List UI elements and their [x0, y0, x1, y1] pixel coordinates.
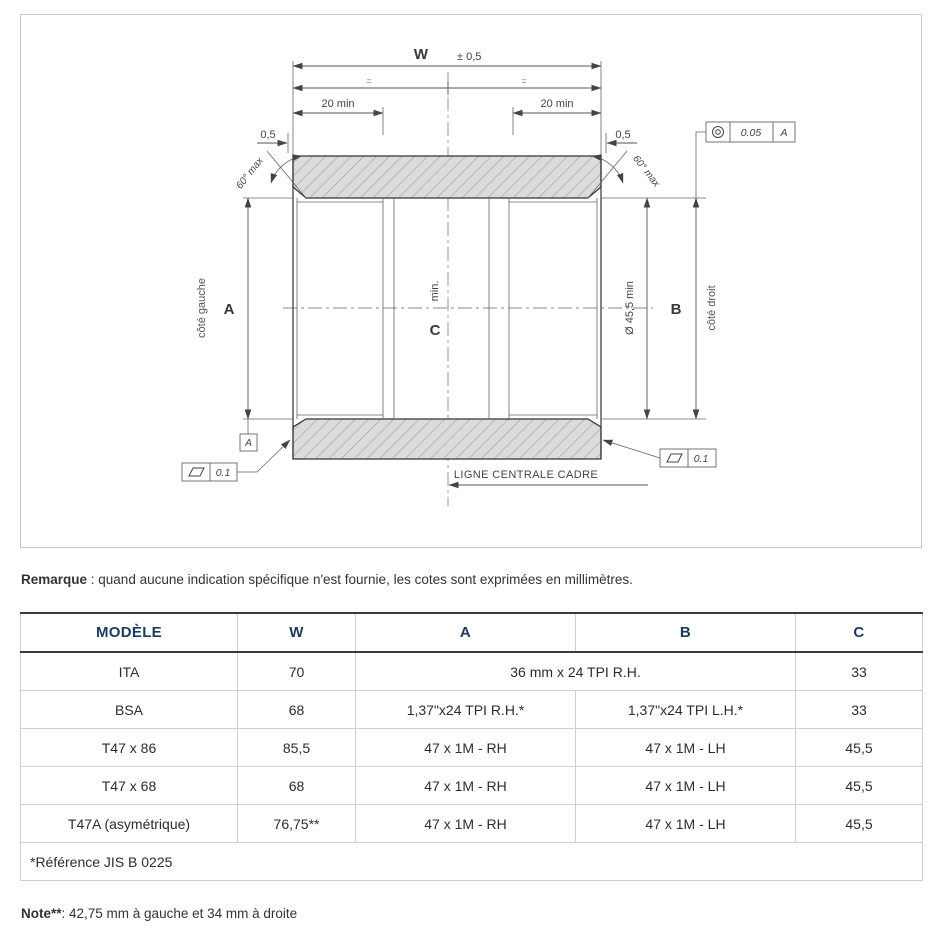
- right-chamfer-label: 0,5: [615, 129, 631, 141]
- cell-a: 47 x 1M - RH: [356, 729, 576, 767]
- w-label: W: [413, 46, 429, 63]
- dimension-bore: [601, 198, 706, 419]
- cell-b: 1,37"x24 TPI L.H.*: [576, 691, 796, 729]
- cell-model: T47A (asymétrique): [21, 805, 238, 843]
- cell-w: 70: [238, 652, 356, 691]
- dimension-c: [429, 281, 441, 339]
- table-row-t47a: [21, 805, 923, 843]
- left-chamfer-label: 0,5: [260, 129, 276, 141]
- concentricity-frame: [696, 122, 795, 198]
- cell-model: ITA: [21, 652, 238, 691]
- cell-c: 45,5: [796, 805, 923, 843]
- frame-centerline-callout: [449, 469, 648, 485]
- dimension-equal-halves: [293, 76, 601, 95]
- b-label: B: [670, 301, 682, 318]
- left-20min-label: 20 min: [321, 98, 355, 110]
- left-angle-label: 60° max: [234, 155, 266, 192]
- note-text: Note**: 42,75 mm à gauche et 34 mm à droite: [21, 905, 298, 921]
- bottom-bracket-shell-drawing: [21, 15, 921, 547]
- right-angle-label: 60° max: [630, 153, 662, 190]
- cell-a: 47 x 1M - RH: [356, 767, 576, 805]
- datum-a: [240, 419, 257, 451]
- table-footnote: *Référence JIS B 0225: [21, 843, 923, 881]
- dimension-b: [671, 198, 718, 419]
- cell-w: 85,5: [238, 729, 356, 767]
- top-wall-hatch: [293, 156, 601, 198]
- cell-model: T47 x 86: [21, 729, 238, 767]
- cell-a: 1,37"x24 TPI R.H.*: [356, 691, 576, 729]
- cell-b: 47 x 1M - LH: [576, 767, 796, 805]
- header-b: B: [576, 613, 796, 652]
- c-label: C: [429, 322, 441, 339]
- cell-c: 33: [796, 691, 923, 729]
- dimension-a: [196, 198, 293, 419]
- equal-mark-left: =: [366, 76, 372, 86]
- table-header-row: [21, 613, 923, 652]
- side-right-label: côté droit: [706, 285, 718, 331]
- cell-w: 68: [238, 767, 356, 805]
- flatness-frame-right: [603, 440, 716, 467]
- header-modele: MODÈLE: [21, 613, 238, 652]
- w-tolerance: ± 0,5: [457, 51, 482, 63]
- table-footer-row: [21, 843, 923, 881]
- note-label: Note**: [21, 905, 62, 921]
- table-row-bsa: [21, 691, 923, 729]
- cell-model: T47 x 68: [21, 767, 238, 805]
- dimension-chamfer-right: [606, 129, 637, 153]
- drawing-panel: [20, 14, 922, 548]
- cell-b: 47 x 1M - LH: [576, 805, 796, 843]
- cell-w: 76,75**: [238, 805, 356, 843]
- spec-table: [20, 612, 923, 881]
- c-min-label: min.: [429, 280, 441, 302]
- cell-b: 47 x 1M - LH: [576, 729, 796, 767]
- flatness-right-value: 0.1: [693, 453, 709, 465]
- dimension-20min-left: [293, 98, 383, 135]
- remark-text: Remarque : quand aucune indication spécifique n'est fournie, les cotes sont exprimées en millimètres.: [21, 571, 633, 587]
- cell-model: BSA: [21, 691, 238, 729]
- cell-c: 33: [796, 652, 923, 691]
- concentricity-value: 0.05: [740, 127, 762, 139]
- cell-c: 45,5: [796, 767, 923, 805]
- frame-centerline-label: LIGNE CENTRALE CADRE: [453, 469, 599, 481]
- side-left-label: côté gauche: [196, 278, 208, 338]
- thread-lines: [297, 198, 597, 419]
- bore-dia-label: Ø 45,5 min: [624, 281, 636, 335]
- flatness-left-value: 0.1: [215, 467, 231, 479]
- flatness-frame-left: [182, 440, 290, 481]
- table-row-t47x86: [21, 729, 923, 767]
- concentricity-datum: A: [780, 127, 788, 139]
- equal-mark-right: =: [521, 76, 527, 86]
- cell-a: 47 x 1M - RH: [356, 805, 576, 843]
- remark-label: Remarque: [21, 571, 88, 587]
- table-row-t47x68: [21, 767, 923, 805]
- a-label: A: [223, 301, 235, 318]
- shell-section: [293, 156, 601, 459]
- header-a: A: [356, 613, 576, 652]
- bottom-wall-hatch: [293, 419, 601, 459]
- header-w: W: [238, 613, 356, 652]
- cell-ab: 36 mm x 24 TPI R.H.: [356, 652, 796, 691]
- dimension-20min-right: [513, 98, 601, 135]
- datum-a-label: A: [244, 437, 253, 449]
- dimension-chamfer-left: [257, 129, 288, 153]
- cell-w: 68: [238, 691, 356, 729]
- header-c: C: [796, 613, 923, 652]
- right-20min-label: 20 min: [540, 98, 574, 110]
- cell-c: 45,5: [796, 729, 923, 767]
- table-row-ita: [21, 652, 923, 691]
